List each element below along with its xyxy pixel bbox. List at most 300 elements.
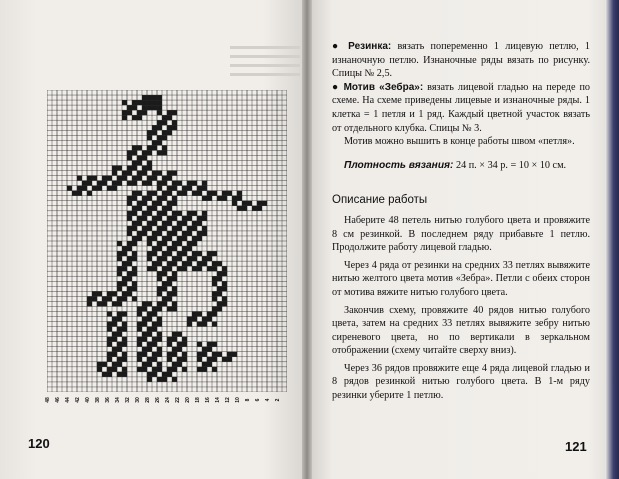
chart-filled-cell — [117, 181, 122, 186]
chart-filled-cell — [157, 150, 162, 155]
chart-column-label: 6 — [255, 398, 261, 402]
chart-filled-cell — [217, 196, 222, 201]
chart-filled-cell — [137, 367, 142, 372]
chart-filled-cell — [202, 226, 207, 231]
chart-filled-cell — [222, 357, 227, 362]
chart-filled-cell — [207, 347, 212, 352]
chart-filled-cell — [152, 357, 157, 362]
chart-filled-cell — [152, 337, 157, 342]
chart-filled-cell — [127, 276, 132, 281]
chart-column-label: 2 — [275, 398, 281, 402]
chart-filled-cell — [152, 100, 157, 105]
chart-filled-cell — [137, 236, 142, 241]
chart-filled-cell — [172, 332, 177, 337]
chart-filled-cell — [182, 186, 187, 191]
chart-filled-cell — [177, 191, 182, 196]
chart-filled-cell — [167, 186, 172, 191]
chart-filled-cell — [102, 181, 107, 186]
chart-filled-cell — [207, 357, 212, 362]
chart-filled-cell — [212, 261, 217, 266]
chart-filled-cell — [137, 337, 142, 342]
chart-filled-cell — [152, 342, 157, 347]
chart-filled-cell — [132, 286, 137, 291]
chart-filled-cell — [197, 251, 202, 256]
chart-filled-cell — [162, 196, 167, 201]
chart-filled-cell — [97, 186, 102, 191]
chart-filled-cell — [177, 362, 182, 367]
chart-filled-cell — [157, 317, 162, 322]
chart-filled-cell — [152, 105, 157, 110]
chart-column-label: 26 — [155, 397, 161, 403]
chart-filled-cell — [122, 296, 127, 301]
chart-filled-cell — [132, 221, 137, 226]
chart-filled-cell — [122, 372, 127, 377]
chart-filled-cell — [147, 196, 152, 201]
chart-filled-cell — [207, 317, 212, 322]
chart-filled-cell — [122, 342, 127, 347]
density-label: Плотность вязания: — [344, 159, 454, 171]
chart-filled-cell — [157, 120, 162, 125]
chart-filled-cell — [152, 221, 157, 226]
book-gutter — [302, 0, 312, 479]
chart-filled-cell — [117, 296, 122, 301]
chart-filled-cell — [172, 352, 177, 357]
chart-filled-cell — [197, 322, 202, 327]
chart-filled-cell — [167, 276, 172, 281]
chart-column-label: 22 — [175, 397, 181, 403]
chart-filled-cell — [182, 342, 187, 347]
chart-filled-cell — [187, 216, 192, 221]
body-paragraph: Закончив схему, провяжите 40 рядов нитью голубого цвета, затем на средних 33 петлях вывяжите зебру нитью сиреневого цвета, но по вертикали в зеркальном отображении (схему читайте сверху вниз). — [332, 304, 590, 357]
chart-filled-cell — [147, 241, 152, 246]
chart-filled-cell — [202, 216, 207, 221]
chart-filled-cell — [142, 362, 147, 367]
chart-filled-cell — [137, 216, 142, 221]
chart-filled-cell — [127, 166, 132, 171]
chart-filled-cell — [147, 160, 152, 165]
chart-filled-cell — [122, 176, 127, 181]
chart-filled-cell — [142, 301, 147, 306]
chart-filled-cell — [172, 256, 177, 261]
body-paragraph: Через 36 рядов провяжите еще 4 ряда лицевой гладью и 8 рядов резинкой нитью голубого цвета. В 1-м ряду резинки уберите 1 петлю. — [332, 362, 590, 402]
chart-filled-cell — [117, 301, 122, 306]
chart-filled-cell — [157, 125, 162, 130]
chart-filled-cell — [192, 226, 197, 231]
chart-filled-cell — [137, 145, 142, 150]
chart-filled-cell — [122, 281, 127, 286]
chart-filled-cell — [127, 261, 132, 266]
chart-filled-cell — [257, 201, 262, 206]
chart-filled-cell — [172, 226, 177, 231]
chart-filled-cell — [127, 286, 132, 291]
chart-filled-cell — [127, 196, 132, 201]
chart-filled-cell — [132, 105, 137, 110]
chart-filled-cell — [157, 347, 162, 352]
chart-filled-cell — [152, 367, 157, 372]
chart-filled-cell — [132, 115, 137, 120]
chart-filled-cell — [192, 311, 197, 316]
chart-filled-cell — [117, 327, 122, 332]
chart-filled-cell — [132, 266, 137, 271]
chart-filled-cell — [212, 251, 217, 256]
motif-title: Мотив «Зебра»: — [343, 81, 424, 93]
chart-filled-cell — [137, 342, 142, 347]
chart-filled-cell — [172, 362, 177, 367]
chart-filled-cell — [177, 241, 182, 246]
chart-filled-cell — [152, 95, 157, 100]
chart-filled-cell — [207, 196, 212, 201]
chart-filled-cell — [97, 181, 102, 186]
chart-filled-cell — [117, 266, 122, 271]
chart-filled-cell — [172, 261, 177, 266]
chart-filled-cell — [172, 201, 177, 206]
chart-filled-cell — [157, 352, 162, 357]
chart-filled-cell — [117, 286, 122, 291]
chart-filled-cell — [152, 176, 157, 181]
chart-filled-cell — [212, 191, 217, 196]
chart-filled-cell — [172, 171, 177, 176]
chart-filled-cell — [162, 120, 167, 125]
chart-filled-cell — [232, 196, 237, 201]
chart-column-label: 34 — [115, 397, 121, 403]
chart-filled-cell — [157, 226, 162, 231]
chart-filled-cell — [217, 291, 222, 296]
chart-filled-cell — [167, 372, 172, 377]
chart-filled-cell — [147, 347, 152, 352]
chart-filled-cell — [162, 150, 167, 155]
chart-filled-cell — [162, 271, 167, 276]
chart-filled-cell — [172, 120, 177, 125]
chart-filled-cell — [212, 276, 217, 281]
chart-filled-cell — [97, 362, 102, 367]
chart-filled-cell — [152, 246, 157, 251]
chart-filled-cell — [187, 226, 192, 231]
chart-filled-cell — [152, 372, 157, 377]
chart-filled-cell — [122, 357, 127, 362]
chart-filled-cell — [122, 352, 127, 357]
chart-filled-cell — [147, 95, 152, 100]
chart-filled-cell — [202, 256, 207, 261]
chart-filled-cell — [77, 191, 82, 196]
chart-filled-cell — [222, 196, 227, 201]
chart-filled-cell — [152, 145, 157, 150]
chart-filled-cell — [132, 100, 137, 105]
chart-filled-cell — [162, 251, 167, 256]
chart-filled-cell — [162, 372, 167, 377]
chart-filled-cell — [172, 367, 177, 372]
chart-filled-cell — [147, 181, 152, 186]
chart-filled-cell — [232, 201, 237, 206]
chart-filled-cell — [157, 332, 162, 337]
chart-filled-cell — [127, 291, 132, 296]
chart-filled-cell — [137, 201, 142, 206]
chart-filled-cell — [192, 236, 197, 241]
chart-filled-cell — [177, 357, 182, 362]
chart-filled-cell — [222, 191, 227, 196]
chart-filled-cell — [182, 261, 187, 266]
chart-filled-cell — [202, 362, 207, 367]
chart-filled-cell — [217, 301, 222, 306]
chart-column-label: 42 — [75, 397, 81, 403]
chart-filled-cell — [132, 166, 137, 171]
chart-filled-cell — [152, 191, 157, 196]
chart-filled-cell — [142, 166, 147, 171]
chart-filled-cell — [147, 317, 152, 322]
chart-filled-cell — [117, 342, 122, 347]
chart-filled-cell — [212, 357, 217, 362]
chart-filled-cell — [167, 115, 172, 120]
chart-filled-cell — [147, 251, 152, 256]
chart-filled-cell — [197, 216, 202, 221]
chart-filled-cell — [162, 266, 167, 271]
chart-filled-cell — [147, 332, 152, 337]
chart-filled-cell — [107, 322, 112, 327]
chart-filled-cell — [142, 352, 147, 357]
chart-filled-cell — [182, 231, 187, 236]
chart-filled-cell — [202, 367, 207, 372]
chart-filled-cell — [182, 367, 187, 372]
chart-filled-cell — [157, 322, 162, 327]
chart-filled-cell — [112, 367, 117, 372]
chart-filled-cell — [182, 216, 187, 221]
chart-filled-cell — [122, 266, 127, 271]
chart-filled-cell — [127, 150, 132, 155]
chart-filled-cell — [197, 186, 202, 191]
chart-filled-cell — [182, 357, 187, 362]
chart-filled-cell — [217, 306, 222, 311]
chart-filled-cell — [142, 322, 147, 327]
chart-filled-cell — [152, 236, 157, 241]
chart-filled-cell — [137, 115, 142, 120]
chart-filled-cell — [132, 226, 137, 231]
chart-filled-cell — [162, 286, 167, 291]
chart-filled-cell — [122, 246, 127, 251]
chart-filled-cell — [137, 221, 142, 226]
chart-filled-cell — [132, 176, 137, 181]
chart-filled-cell — [167, 367, 172, 372]
chart-filled-cell — [157, 181, 162, 186]
chart-filled-cell — [137, 231, 142, 236]
chart-filled-cell — [197, 311, 202, 316]
chart-filled-cell — [142, 211, 147, 216]
chart-filled-cell — [147, 357, 152, 362]
chart-filled-cell — [157, 135, 162, 140]
chart-filled-cell — [162, 241, 167, 246]
chart-filled-cell — [132, 145, 137, 150]
chart-filled-cell — [112, 166, 117, 171]
chart-filled-cell — [147, 362, 152, 367]
chart-filled-cell — [117, 372, 122, 377]
chart-filled-cell — [202, 317, 207, 322]
chart-filled-cell — [172, 231, 177, 236]
chart-filled-cell — [172, 276, 177, 281]
chart-filled-cell — [182, 246, 187, 251]
chart-filled-cell — [162, 236, 167, 241]
density-value: 24 п. × 34 р. = 10 × 10 см. — [456, 159, 567, 171]
chart-filled-cell — [212, 266, 217, 271]
chart-filled-cell — [257, 206, 262, 211]
chart-filled-cell — [147, 327, 152, 332]
chart-filled-cell — [197, 236, 202, 241]
chart-filled-cell — [102, 176, 107, 181]
chart-filled-cell — [147, 342, 152, 347]
chart-filled-cell — [172, 186, 177, 191]
chart-filled-cell — [112, 332, 117, 337]
chart-filled-cell — [192, 256, 197, 261]
chart-filled-cell — [97, 291, 102, 296]
chart-filled-cell — [172, 181, 177, 186]
chart-filled-cell — [127, 216, 132, 221]
chart-filled-cell — [142, 216, 147, 221]
chart-filled-cell — [132, 181, 137, 186]
chart-filled-cell — [197, 367, 202, 372]
chart-filled-cell — [177, 221, 182, 226]
chart-filled-cell — [122, 311, 127, 316]
chart-filled-cell — [147, 372, 152, 377]
chart-filled-cell — [157, 261, 162, 266]
chart-filled-cell — [112, 171, 117, 176]
chart-filled-cell — [152, 231, 157, 236]
chart-filled-cell — [157, 337, 162, 342]
chart-filled-cell — [202, 211, 207, 216]
chart-filled-cell — [217, 286, 222, 291]
chart-filled-cell — [182, 266, 187, 271]
chart-filled-cell — [132, 251, 137, 256]
chart-filled-cell — [127, 110, 132, 115]
chart-filled-cell — [152, 322, 157, 327]
chart-filled-cell — [112, 352, 117, 357]
chart-filled-cell — [112, 317, 117, 322]
chart-filled-cell — [147, 100, 152, 105]
chart-filled-cell — [112, 322, 117, 327]
chart-filled-cell — [157, 246, 162, 251]
chart-filled-cell — [212, 281, 217, 286]
chart-filled-cell — [172, 110, 177, 115]
chart-column-label: 14 — [215, 397, 221, 403]
chart-filled-cell — [102, 362, 107, 367]
chart-filled-cell — [227, 191, 232, 196]
chart-filled-cell — [162, 191, 167, 196]
chart-filled-cell — [217, 276, 222, 281]
chart-filled-cell — [157, 271, 162, 276]
chart-filled-cell — [157, 105, 162, 110]
chart-filled-cell — [222, 296, 227, 301]
chart-filled-cell — [122, 251, 127, 256]
chart-filled-cell — [177, 211, 182, 216]
chart-filled-cell — [182, 352, 187, 357]
chart-column-label: 10 — [235, 397, 241, 403]
chart-filled-cell — [137, 357, 142, 362]
chart-filled-cell — [237, 196, 242, 201]
chart-column-label: 12 — [225, 397, 231, 403]
chart-filled-cell — [107, 186, 112, 191]
chart-filled-cell — [142, 367, 147, 372]
chart-filled-cell — [222, 301, 227, 306]
chart-filled-cell — [132, 160, 137, 165]
chart-filled-cell — [177, 181, 182, 186]
chart-filled-cell — [222, 266, 227, 271]
chart-filled-cell — [142, 100, 147, 105]
chart-filled-cell — [137, 100, 142, 105]
cover-edge — [605, 0, 619, 479]
chart-filled-cell — [77, 186, 82, 191]
knitting-chart-grid — [47, 90, 287, 392]
chart-filled-cell — [127, 231, 132, 236]
chart-filled-cell — [97, 367, 102, 372]
chart-filled-cell — [167, 125, 172, 130]
chart-filled-cell — [187, 241, 192, 246]
chart-filled-cell — [122, 100, 127, 105]
chart-filled-cell — [157, 211, 162, 216]
chart-filled-cell — [152, 352, 157, 357]
chart-filled-cell — [122, 367, 127, 372]
chart-filled-cell — [132, 150, 137, 155]
chart-filled-cell — [127, 201, 132, 206]
motif-paragraph: ● Мотив «Зебра»: вязать лицевой гладью на переде по схеме. На схеме приведены лицевые и изнаночные ряды. 1 клетка = 1 петля и 1 ряд. Каждый цветной участок вязать от отдельного клубка. Спицы № 3. — [332, 81, 590, 134]
chart-column-label: 20 — [185, 397, 191, 403]
chart-filled-cell — [162, 181, 167, 186]
chart-filled-cell — [227, 357, 232, 362]
chart-filled-cell — [252, 206, 257, 211]
chart-filled-cell — [177, 347, 182, 352]
chart-filled-cell — [152, 251, 157, 256]
chart-filled-cell — [122, 110, 127, 115]
chart-filled-cell — [157, 377, 162, 382]
chart-filled-cell — [197, 191, 202, 196]
chart-filled-cell — [187, 256, 192, 261]
chart-filled-cell — [167, 221, 172, 226]
chart-filled-cell — [197, 342, 202, 347]
chart-filled-cell — [157, 367, 162, 372]
chart-filled-cell — [142, 95, 147, 100]
chart-filled-cell — [247, 201, 252, 206]
chart-filled-cell — [127, 155, 132, 160]
chart-filled-cell — [152, 266, 157, 271]
chart-filled-cell — [107, 342, 112, 347]
chart-filled-cell — [87, 176, 92, 181]
chart-filled-cell — [122, 276, 127, 281]
page-number-right: 121 — [565, 439, 587, 454]
chart-filled-cell — [147, 176, 152, 181]
chart-filled-cell — [212, 342, 217, 347]
chart-filled-cell — [162, 211, 167, 216]
chart-filled-cell — [127, 181, 132, 186]
chart-filled-cell — [152, 327, 157, 332]
chart-filled-cell — [167, 357, 172, 362]
chart-filled-cell — [197, 261, 202, 266]
chart-filled-cell — [117, 176, 122, 181]
chart-filled-cell — [117, 311, 122, 316]
chart-filled-cell — [157, 276, 162, 281]
chart-filled-cell — [157, 216, 162, 221]
section-heading: Описание работы — [332, 194, 428, 207]
chart-filled-cell — [152, 201, 157, 206]
chart-filled-cell — [182, 191, 187, 196]
page-number-left: 120 — [28, 436, 50, 451]
chart-filled-cell — [242, 201, 247, 206]
chart-filled-cell — [192, 241, 197, 246]
chart-filled-cell — [147, 301, 152, 306]
chart-filled-cell — [177, 342, 182, 347]
chart-filled-cell — [117, 362, 122, 367]
chart-filled-cell — [162, 176, 167, 181]
chart-filled-cell — [207, 266, 212, 271]
chart-filled-cell — [132, 196, 137, 201]
chart-filled-cell — [137, 171, 142, 176]
chart-filled-cell — [147, 221, 152, 226]
chart-column-label: 46 — [55, 397, 61, 403]
chart-filled-cell — [202, 181, 207, 186]
